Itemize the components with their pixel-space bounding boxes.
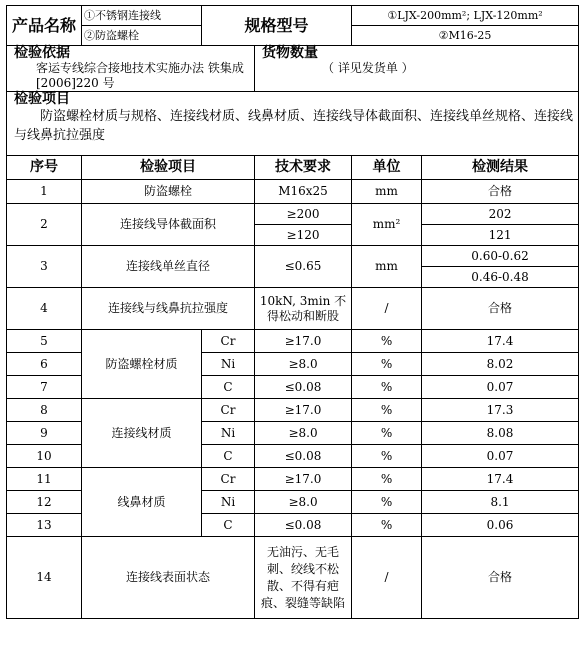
- product-name-label: 产品名称: [7, 6, 82, 46]
- row-result: 8.02: [422, 353, 579, 376]
- row-element: Cr: [202, 468, 255, 491]
- row-element: C: [202, 514, 255, 537]
- row-result: 0.07: [422, 376, 579, 399]
- row-result: 121: [422, 225, 579, 246]
- table-row: [7, 399, 579, 422]
- row-result: 202: [422, 204, 579, 225]
- row-unit: /: [352, 537, 422, 619]
- group-label: 防盗螺栓材质: [82, 330, 202, 399]
- table-row: [7, 180, 579, 204]
- row-element: C: [202, 376, 255, 399]
- row-result: 0.07: [422, 445, 579, 468]
- row-result: 17.4: [422, 330, 579, 353]
- row-result: 17.4: [422, 468, 579, 491]
- quantity-label: 货物数量: [262, 45, 318, 61]
- table-row: [7, 288, 579, 330]
- row-no: 11: [7, 468, 82, 491]
- row-unit: mm: [352, 246, 422, 288]
- product-2: ②防盗螺栓: [82, 26, 202, 46]
- row-unit: %: [352, 422, 422, 445]
- row-requirement: ≤0.08: [255, 445, 352, 468]
- row-no: 9: [7, 422, 82, 445]
- row-requirement: ≥8.0: [255, 491, 352, 514]
- table-row: [7, 246, 579, 267]
- row-item: 连接线导体截面积: [82, 204, 255, 246]
- row-no: 13: [7, 514, 82, 537]
- row-requirement: ≤0.65: [255, 246, 352, 288]
- row-element: Ni: [202, 422, 255, 445]
- row-no: 4: [7, 288, 82, 330]
- row-requirement: ≥17.0: [255, 330, 352, 353]
- row-element: Cr: [202, 330, 255, 353]
- quantity-cell: [255, 46, 579, 92]
- row-requirement: 无油污、无毛刺、绞线不松散、不得有疤痕、裂缝等缺陷: [255, 537, 352, 619]
- col-no: 序号: [7, 156, 82, 180]
- row-requirement: 10kN, 3min 不得松动和断股: [255, 288, 352, 330]
- basis-text: 客运专线综合接地技术实施办法 铁集成[2006]220 号: [36, 61, 244, 90]
- row-requirement: ≥17.0: [255, 399, 352, 422]
- row-element: Ni: [202, 491, 255, 514]
- row-unit: %: [352, 376, 422, 399]
- row-no: 5: [7, 330, 82, 353]
- row-unit: %: [352, 330, 422, 353]
- row-element: C: [202, 445, 255, 468]
- col-unit: 单位: [352, 156, 422, 180]
- row-unit: %: [352, 445, 422, 468]
- row-no: 12: [7, 491, 82, 514]
- row-item: 连接线表面状态: [82, 537, 255, 619]
- row-requirement: ≥8.0: [255, 353, 352, 376]
- row-result: 0.46-0.48: [422, 267, 579, 288]
- items-section-label: 检验项目: [14, 91, 70, 107]
- row-no: 2: [7, 204, 82, 246]
- row-unit: mm: [352, 180, 422, 204]
- items-section-cell: [7, 92, 579, 156]
- items-section-text: 防盗螺栓材质与规格、连接线材质、线鼻材质、连接线导体截面积、连接线单丝规格、连接线与线鼻抗拉强度: [14, 109, 574, 143]
- row-result: 合格: [422, 288, 579, 330]
- row-requirement: ≥120: [255, 225, 352, 246]
- row-requirement: ≤0.08: [255, 514, 352, 537]
- col-item: 检验项目: [82, 156, 255, 180]
- row-no: 7: [7, 376, 82, 399]
- row-requirement: M16x25: [255, 180, 352, 204]
- col-result: 检测结果: [422, 156, 579, 180]
- row-no: 8: [7, 399, 82, 422]
- spec-1: ①LJX-200mm²; LJX-120mm²: [352, 6, 579, 26]
- row-no: 6: [7, 353, 82, 376]
- row-item: 连接线与线鼻抗拉强度: [82, 288, 255, 330]
- row-element: Cr: [202, 399, 255, 422]
- basis-label: 检验依据: [14, 45, 70, 61]
- row-unit: %: [352, 491, 422, 514]
- row-result: 0.60-0.62: [422, 246, 579, 267]
- spec-2: ②M16-25: [352, 26, 579, 46]
- row-item: 连接线单丝直径: [82, 246, 255, 288]
- spec-label: 规格型号: [202, 6, 352, 46]
- row-result: 合格: [422, 180, 579, 204]
- table-row: [7, 204, 579, 225]
- row-unit: %: [352, 514, 422, 537]
- row-unit: /: [352, 288, 422, 330]
- row-requirement: ≥8.0: [255, 422, 352, 445]
- table-row: [7, 330, 579, 353]
- row-result: 0.06: [422, 514, 579, 537]
- product-1: ①不锈钢连接线: [82, 6, 202, 26]
- row-no: 3: [7, 246, 82, 288]
- row-unit: %: [352, 353, 422, 376]
- group-label: 线鼻材质: [82, 468, 202, 537]
- inspection-table: [6, 5, 579, 619]
- row-no: 10: [7, 445, 82, 468]
- col-requirement: 技术要求: [255, 156, 352, 180]
- row-item: 防盗螺栓: [82, 180, 255, 204]
- row-no: 1: [7, 180, 82, 204]
- row-result: 17.3: [422, 399, 579, 422]
- group-label: 连接线材质: [82, 399, 202, 468]
- row-result: 8.1: [422, 491, 579, 514]
- row-unit: %: [352, 468, 422, 491]
- row-unit: mm²: [352, 204, 422, 246]
- row-unit: %: [352, 399, 422, 422]
- row-requirement: ≤0.08: [255, 376, 352, 399]
- row-no: 14: [7, 537, 82, 619]
- quantity-text: （ 详见发货单 ）: [322, 61, 414, 75]
- table-row: [7, 537, 579, 619]
- row-result: 合格: [422, 537, 579, 619]
- row-requirement: ≥200: [255, 204, 352, 225]
- row-requirement: ≥17.0: [255, 468, 352, 491]
- basis-cell: [7, 46, 255, 92]
- row-element: Ni: [202, 353, 255, 376]
- table-row: [7, 468, 579, 491]
- row-result: 8.08: [422, 422, 579, 445]
